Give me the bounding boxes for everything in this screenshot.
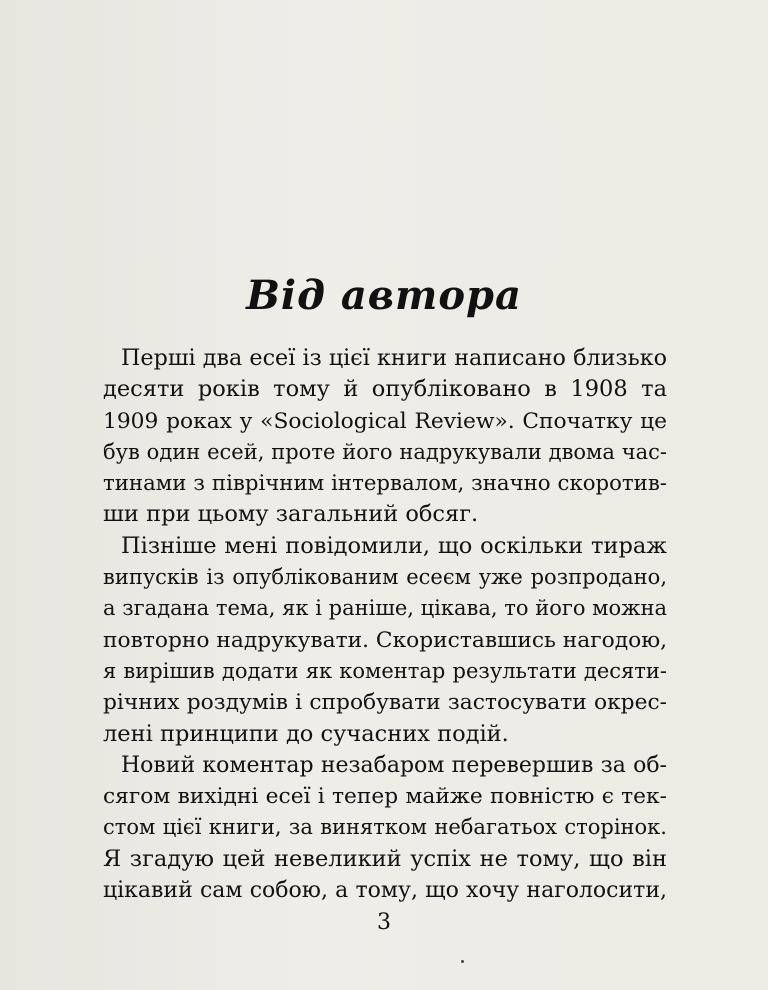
text-line: Новий коментар незабаром перевершив за об-	[121, 752, 667, 778]
text-line: був один есей, проте його надрукували двома час-	[103, 439, 667, 464]
text-line: ши при цьому загальний обсяг.	[103, 501, 479, 528]
page-number: 3	[377, 910, 391, 935]
chapter-title: Від автора	[246, 272, 522, 319]
text-line: Пізніше мені повідомили, що оскільки тираж	[121, 532, 667, 559]
paragraph	[103, 343, 667, 531]
text-line: повторно надрукувати. Скориставшись нагодою,	[103, 627, 667, 653]
text-line: я вирішив додати як коментар результати десяти-	[103, 658, 667, 683]
text-line: Я згадую цей невеликий успіх не тому, що він	[103, 845, 667, 872]
text-line: тинами з піврічним інтервалом, значно скоротив-	[103, 471, 667, 497]
text-line: річних роздумів і спробувати застосувати окрес-	[103, 690, 667, 716]
text-line: цікавий сам собою, а тому, що хочу наголосити,	[103, 878, 667, 904]
text-line: сягом вихідні есеї і тепер майже повністю є тек-	[103, 784, 667, 810]
body-text	[103, 343, 667, 906]
paragraph	[103, 750, 667, 906]
text-line: стом цієї книги, за винятком небагатьох сторінок.	[103, 815, 667, 840]
paragraph	[103, 531, 667, 750]
text-line: 1909 роках у «Sociological Review». Спочатку це	[103, 408, 667, 434]
text-line: Перші два есеї із цієї книги написано близько	[121, 345, 667, 371]
text-line: лені принципи до сучасних подій.	[103, 720, 509, 747]
text-line: десяти років тому й опубліковано в 1908 та	[103, 376, 667, 403]
text-line: а згадана тема, як і раніше, цікава, то його можна	[103, 596, 667, 621]
paper-speck	[461, 960, 464, 963]
text-line: випусків із опублікованим есеєм уже розпродано,	[103, 565, 667, 590]
